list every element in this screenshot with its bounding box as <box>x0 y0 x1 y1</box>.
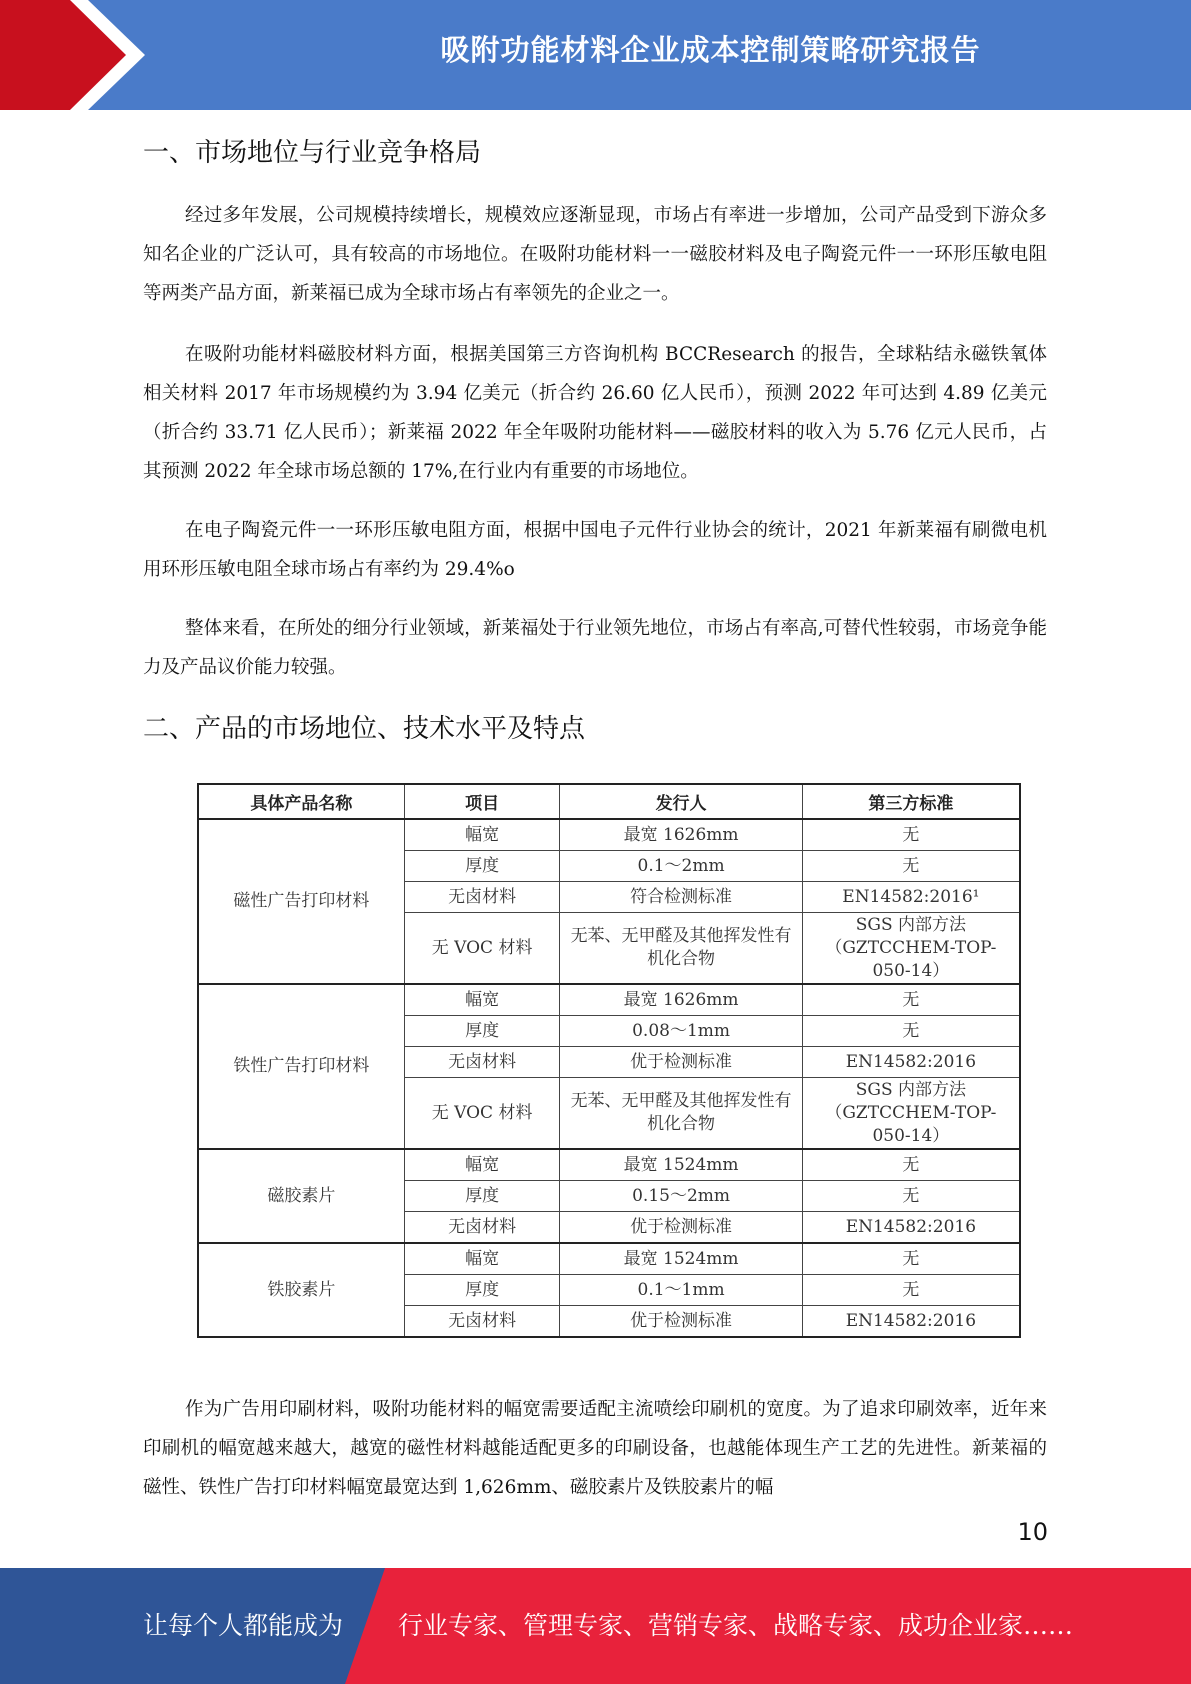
section2-heading: 二、产品的市场地位、技术水平及特点 <box>143 714 586 744</box>
table-row <box>198 984 1020 1016</box>
table-cell: EN14582:2016¹ <box>802 882 1020 913</box>
header-title: 吸附功能材料企业成本控制策略研究报告 <box>440 33 981 67</box>
table-cell: 无卤材料 <box>404 1047 560 1078</box>
table-cell: 无 <box>802 1149 1020 1181</box>
table-cell: 厚度 <box>404 1181 560 1212</box>
table-cell: 0.08～1mm <box>560 1016 802 1047</box>
header-arrow-decoration <box>0 0 150 110</box>
table-cell: 优于检测标准 <box>560 1306 802 1338</box>
table-cell: 无卤材料 <box>404 1212 560 1244</box>
table-cell: 无 VOC 材料 <box>404 913 560 985</box>
table-cell: EN14582:2016 <box>802 1047 1020 1078</box>
table-header-cell: 具体产品名称 <box>198 784 404 819</box>
product-name-cell: 磁性广告打印材料 <box>198 819 404 984</box>
table-cell: 最宽 1524mm <box>560 1149 802 1181</box>
paragraph: 整体来看，在所处的细分行业领域，新莱福处于行业领先地位，市场占有率高,可替代性较弱，市场竞争能力及产品议价能力较强。 <box>143 618 1047 678</box>
table-cell: 0.1～2mm <box>560 851 802 882</box>
table-cell: 厚度 <box>404 1275 560 1306</box>
product-name-cell: 铁性广告打印材料 <box>198 984 404 1149</box>
table-cell: 幅宽 <box>404 984 560 1016</box>
table-cell: 最宽 1524mm <box>560 1243 802 1275</box>
table-cell: 幅宽 <box>404 819 560 851</box>
table-header-cell: 项目 <box>404 784 560 819</box>
paragraph: 作为广告用印刷材料，吸附功能材料的幅宽需要适配主流喷绘印刷机的宽度。为了追求印刷效率，近年来印刷机的幅宽越来越大，越宽的磁性材料越能适配更多的印刷设备，也越能体现生产工艺的先进性。新莱福的磁性、铁性广告打印材料幅宽最宽达到 1,626mm、磁胶素片及铁胶素片的幅 <box>143 1399 1047 1498</box>
table-cell: 优于检测标准 <box>560 1212 802 1244</box>
table-cell: 无卤材料 <box>404 1306 560 1338</box>
table-cell: 幅宽 <box>404 1149 560 1181</box>
table-cell: 无 <box>802 1016 1020 1047</box>
table-cell: 无卤材料 <box>404 882 560 913</box>
table-row <box>198 1149 1020 1181</box>
table-cell: 无 <box>802 1243 1020 1275</box>
product-spec-table <box>197 783 1021 1338</box>
table-cell: 无 <box>802 851 1020 882</box>
table-cell: 无 <box>802 1275 1020 1306</box>
footer-slogan-left: 让每个人都能成为 <box>143 1611 344 1640</box>
paragraph: 在电子陶瓷元件一一环形压敏电阻方面，根据中国电子元件行业协会的统计，2021 年新莱福有刷微电机用环形压敏电阻全球市场占有率约为 29.4%o <box>143 520 1047 580</box>
table-cell: 无苯、无甲醛及其他挥发性有机化合物 <box>560 1078 802 1150</box>
table-cell: 优于检测标准 <box>560 1047 802 1078</box>
table-cell: 0.1～1mm <box>560 1275 802 1306</box>
table-cell: 最宽 1626mm <box>560 819 802 851</box>
table-cell: SGS 内部方法（GZTCCHEM-TOP-050-14） <box>802 913 1020 985</box>
table-cell: 0.15～2mm <box>560 1181 802 1212</box>
product-name-cell: 磁胶素片 <box>198 1149 404 1243</box>
paragraph: 在吸附功能材料磁胶材料方面，根据美国第三方咨询机构 BCCResearch 的报告，全球粘结永磁铁氧体相关材料 2017 年市场规模约为 3.94 亿美元（折合约 26.60 亿人民币），预测 2022 年可达到 4.89 亿美元（折合约 33.71 亿人民币）；新莱福 2022 年全年吸附功能材料——磁胶材料的收入为 5.76 亿元人民币，占其预测 2022 年全球市场总额的 17%,在行业内有重要的市场地位。 <box>143 344 1047 482</box>
table-header-row <box>198 784 1020 819</box>
table-header-cell: 发行人 <box>560 784 802 819</box>
section1-heading: 一、市场地位与行业竞争格局 <box>143 138 482 168</box>
table-cell: 幅宽 <box>404 1243 560 1275</box>
table-cell: 无 <box>802 1181 1020 1212</box>
table-cell: 无 VOC 材料 <box>404 1078 560 1150</box>
product-name-cell: 铁胶素片 <box>198 1243 404 1337</box>
table-row <box>198 819 1020 851</box>
page-header <box>0 0 1191 110</box>
table-cell: 最宽 1626mm <box>560 984 802 1016</box>
table-header-cell: 第三方标准 <box>802 784 1020 819</box>
table-cell: SGS 内部方法（GZTCCHEM-TOP-050-14） <box>802 1078 1020 1150</box>
footer-slogan-right: 行业专家、管理专家、营销专家、战略专家、成功企业家…… <box>398 1611 1074 1640</box>
page-number: 10 <box>1017 1518 1048 1546</box>
page-footer <box>0 1568 1191 1684</box>
paragraph: 经过多年发展，公司规模持续增长，规模效应逐渐显现，市场占有率进一步增加，公司产品受到下游众多知名企业的广泛认可，具有较高的市场地位。在吸附功能材料一一磁胶材料及电子陶瓷元件一一环形压敏电阻等两类产品方面，新莱福已成为全球市场占有率领先的企业之一。 <box>143 205 1047 304</box>
table-cell: 符合检测标准 <box>560 882 802 913</box>
table-cell: 无苯、无甲醛及其他挥发性有机化合物 <box>560 913 802 985</box>
table-cell: EN14582:2016 <box>802 1212 1020 1244</box>
table-cell: 厚度 <box>404 851 560 882</box>
table-cell: 无 <box>802 819 1020 851</box>
table-row <box>198 1243 1020 1275</box>
table-cell: EN14582:2016 <box>802 1306 1020 1338</box>
table-cell: 无 <box>802 984 1020 1016</box>
table-cell: 厚度 <box>404 1016 560 1047</box>
